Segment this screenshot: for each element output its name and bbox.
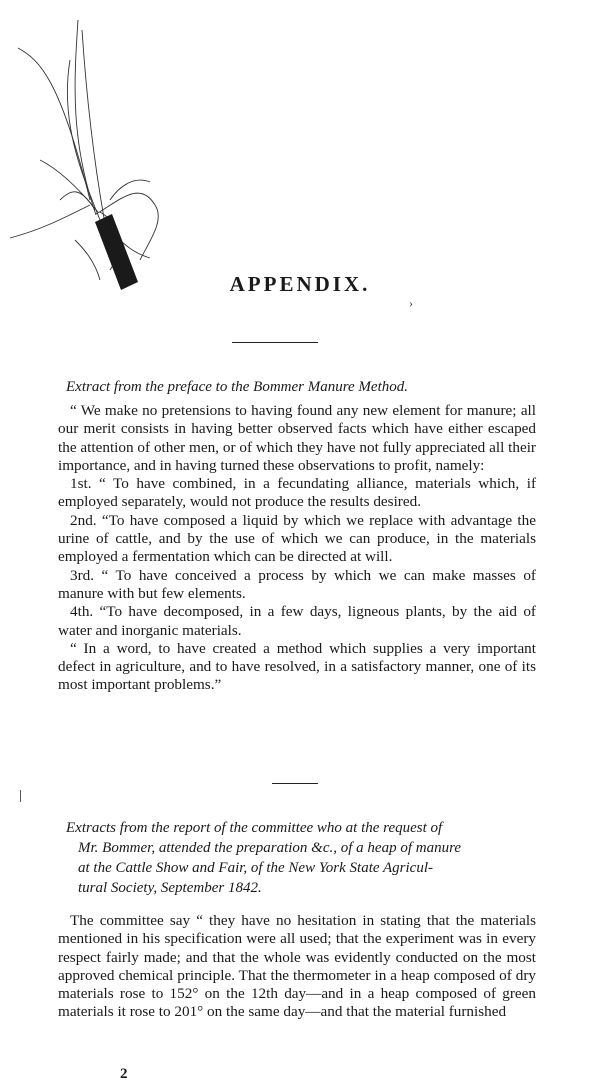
- margin-mark: ›: [409, 296, 413, 310]
- section-body-preface: [58, 402, 536, 695]
- heading-line: Mr. Bommer, attended the preparation &c., of a heap of manure: [78, 840, 462, 856]
- paragraph: 1st. “ To have combined, in a fecundating alliance, materials which, if employed separately, would not produce the results desired.: [58, 475, 536, 511]
- paragraph: “ In a word, to have created a method which supplies a very important defect in agriculture, and to have resolved, in a satisfactory manner, one of its most important problems.”: [58, 639, 536, 694]
- paragraph: 3rd. “ To have conceived a process by which we can make masses of manure with but few elements.: [58, 566, 536, 602]
- paragraph: 2nd. “To have composed a liquid by which we replace with advantage the urine of cattle, and by the use of which we can produce, in the materials employed a fermentation which can be directed at will.: [58, 511, 536, 566]
- heading-line: Extracts from the report of the committee who at the request of: [66, 820, 443, 836]
- page-title: APPENDIX.: [229, 272, 371, 296]
- heading-line: at the Cattle Show and Fair, of the New York State Agricul-: [78, 860, 433, 876]
- title-divider: [232, 342, 318, 343]
- page-number: 2: [120, 1066, 128, 1082]
- section-heading-preface: Extract from the preface to the Bommer Manure Method.: [66, 379, 408, 395]
- paragraph: “ We make no pretensions to having found any new element for manure; all our merit consists in having better observed facts which have either escaped the attention of other men, or of which they have not fully appreciated all their importance, and in having turned these observations to profit, namely:: [58, 402, 536, 474]
- paragraph: 4th. “To have decomposed, in a few days, ligneous plants, by the aid of water and inorganic materials.: [58, 603, 536, 639]
- section-body-report: [58, 912, 536, 1022]
- paragraph: The committee say “ they have no hesitation in stating that the materials mentioned in his specification were all used; that the experiment was in every respect fairly made; and that the whole was evidently conducted on the most approved chemical principle. That the thermometer in a heap composed of dry materials rose to 152° on the 12th day—and in a heap composed of green materials it rose to 201° on the same day—and that the material furnished: [58, 912, 536, 1021]
- section-heading-report: [66, 818, 546, 898]
- stain-illustration: [0, 0, 200, 300]
- section-divider: [272, 783, 318, 784]
- margin-tick: [20, 790, 21, 802]
- heading-line: tural Society, September 1842.: [78, 880, 262, 896]
